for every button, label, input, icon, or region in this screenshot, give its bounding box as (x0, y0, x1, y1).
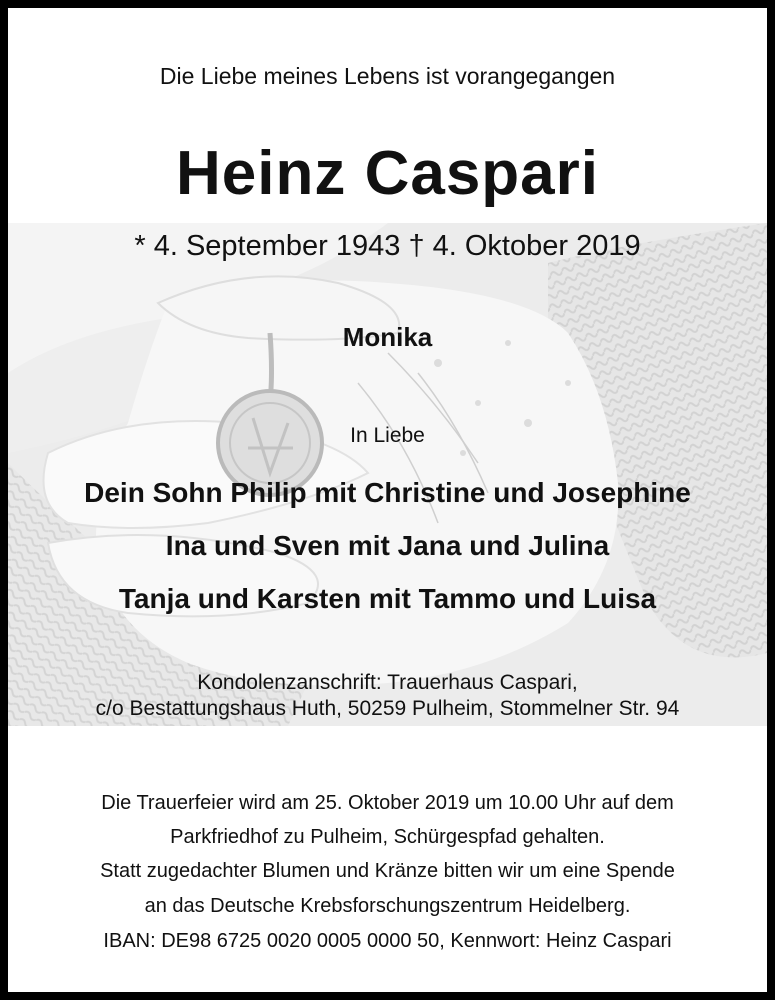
donation-iban-line: IBAN: DE98 6725 0020 0005 0000 50, Kennwort: Heinz Caspari (103, 930, 672, 952)
family-line: Tanja und Karsten mit Tammo und Luisa (118, 583, 657, 614)
funeral-info-line: Statt zugedachter Blumen und Kränze bitten wir um eine Spende (100, 860, 675, 882)
mourner-name: Monika (342, 322, 433, 352)
condolence-address-line: Kondolenzanschrift: Trauerhaus Caspari, (197, 671, 578, 694)
deceased-name: Heinz Caspari (175, 139, 600, 208)
hands-photo (8, 223, 767, 726)
funeral-info-line: Die Trauerfeier wird am 25. Oktober 2019 um 10.00 Uhr auf dem (101, 792, 674, 814)
life-dates: * 4. September 1943 † 4. Oktober 2019 (134, 230, 641, 262)
family-line: Ina und Sven mit Jana und Julina (165, 530, 610, 561)
family-line: Dein Sohn Philip mit Christine und Josephine (84, 477, 691, 508)
intro-line: Die Liebe meines Lebens ist vorangegangen (159, 63, 616, 89)
funeral-info-line: Parkfriedhof zu Pulheim, Schürgespfad gehalten. (170, 826, 605, 848)
in-love-label: In Liebe (350, 424, 425, 447)
condolence-address-line: c/o Bestattungshaus Huth, 50259 Pulheim, Stommelner Str. 94 (95, 697, 680, 720)
funeral-info-line: an das Deutsche Krebsforschungszentrum Heidelberg. (144, 895, 631, 917)
